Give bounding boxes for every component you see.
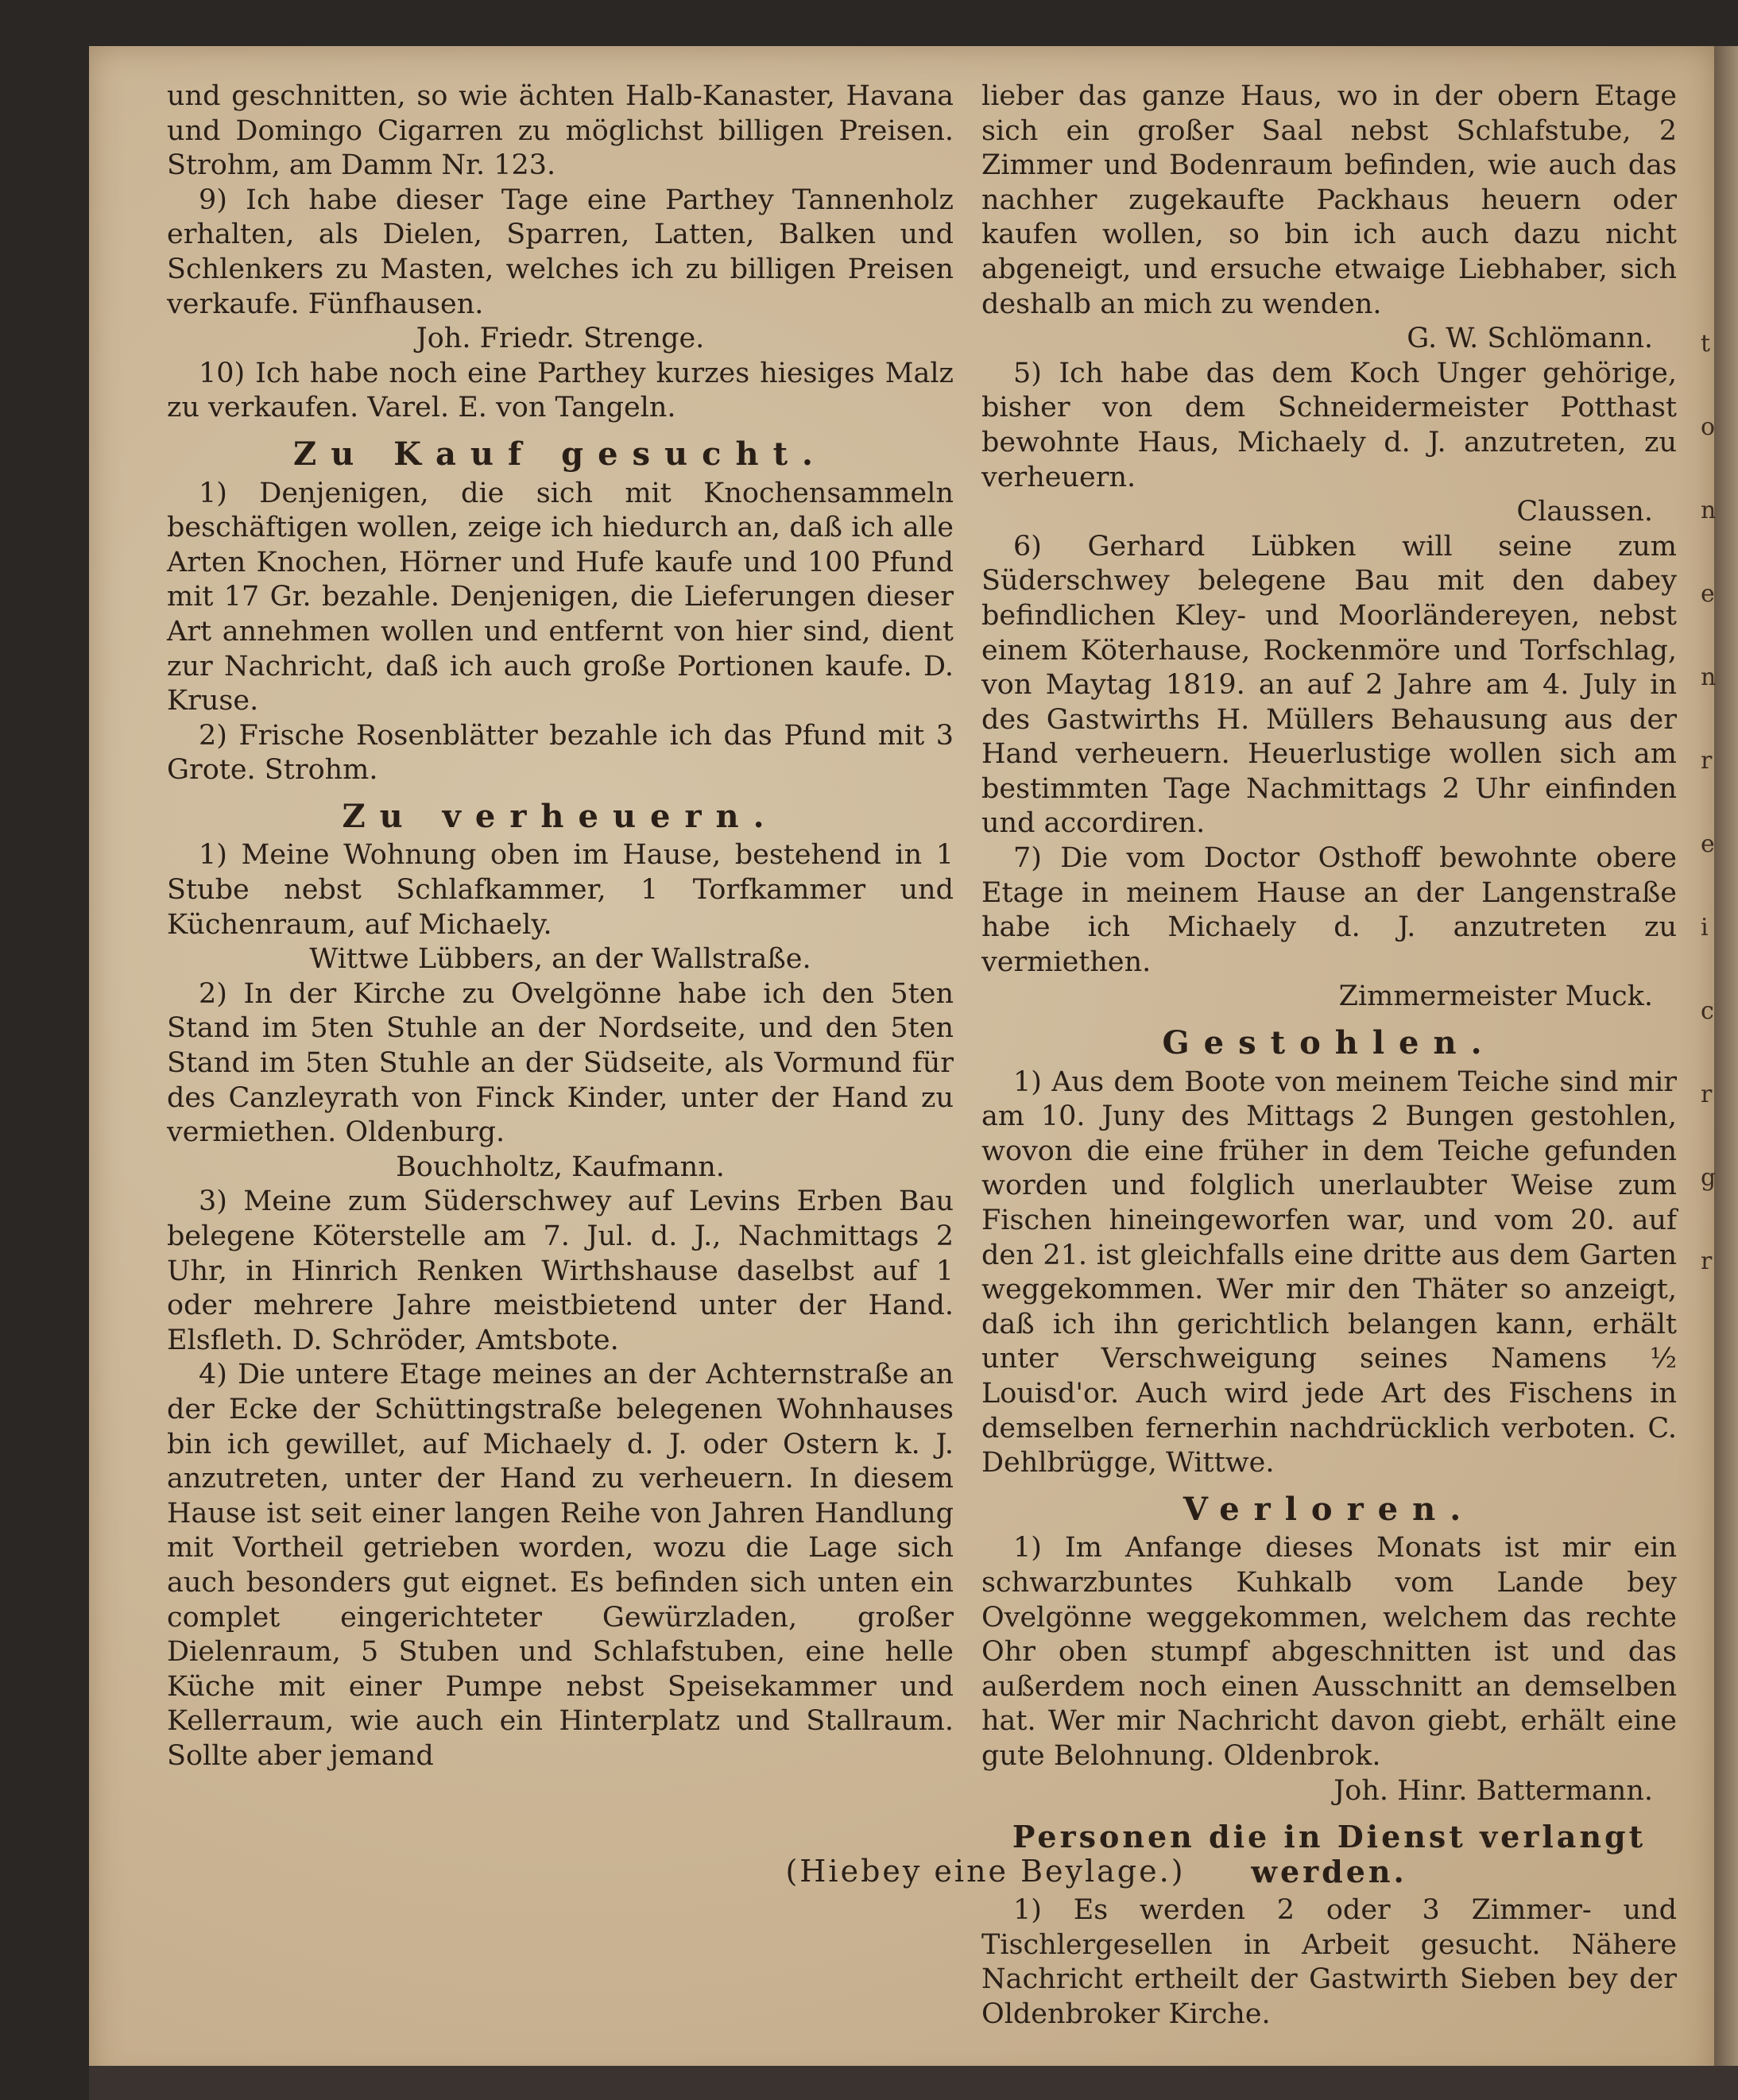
verheuern-3: 3) Meine zum Süderschwey auf Levins Erben Bau belegene Köterstelle am 7. Jul. d. J., Nachmittags 2 Uhr, in Hinrich Renken Wirthshause daselbst auf 1 oder mehrere Jahre meistbietend unter der Hand. Elsfleth. D. Schröder, Amtsbote.: [167, 1185, 954, 1356]
verheuern-4-signature: G. W. Schlömann.: [1407, 323, 1653, 355]
left-column: [167, 79, 954, 1774]
verheuern-7-signature: Zimmermeister Muck.: [1338, 980, 1653, 1013]
facing-page-margin-letters: [1701, 302, 1720, 1303]
margin-letter: i: [1701, 914, 1709, 942]
dienst-1: 1) Es werden 2 oder 3 Zimmer- und Tischlergesellen in Arbeit gesucht. Nähere Nachricht ertheilt der Gastwirth Sieben bey der Oldenbroker Kirche.: [981, 1894, 1677, 2031]
heading-gestohlen: Gestohlen.: [1162, 1024, 1496, 1062]
bottom-shadow: [89, 2066, 1738, 2100]
heading-zu-kauf-gesucht: Zu Kauf gesucht.: [293, 435, 827, 473]
verheuern-4: 4) Die untere Etage meines an der Achternstraße an der Ecke der Schüttingstraße belegenen Wohnhauses bin ich gewillet, auf Michaely d. J. oder Ostern k. J. anzutreten, unter der Hand zu verheuern. In diesem Hause ist seit einer langen Reihe von Jahren Handlung mit Vortheil getrieben worden, wozu die Lage sich auch besonders gut eignet. Es befinden sich unten ein complet eingerichteter Gewürzladen, großer Dielenraum, 5 Stuben und Schlafstuben, eine helle Küche mit einer Pumpe nebst Speisekammer und Kellerraum, wie auch ein Hinterplatz und Stallraum. Sollte aber jemand: [167, 1359, 954, 1772]
notice-9: 9) Ich habe dieser Tage eine Parthey Tannenholz erhalten, als Dielen, Sparren, Latten, Balken und Schlenkers zu Masten, welches ich zu billigen Preisen verkaufe. Fünfhausen.: [167, 184, 954, 320]
heading-zu-verheuern: Zu verheuern.: [342, 797, 779, 835]
notice-9-signature: Joh. Friedr. Strenge.: [416, 323, 705, 355]
right-column: [981, 79, 1677, 2032]
verheuern-5: 5) Ich habe das dem Koch Unger gehörige, bisher von dem Schneidermeister Potthast bewohnte Haus, Michaely d. J. anzutreten, zu verheuern.: [981, 357, 1677, 493]
verheuern-2-signature: Bouchholtz, Kaufmann.: [396, 1151, 725, 1183]
verloren-1: 1) Im Anfange dieses Monats ist mir ein schwarzbuntes Kuhkalb vom Lande bey Ovelgönne weggekommen, welchem das rechte Ohr oben stumpf abgeschnitten ist und das außerdem noch einen Ausschnitt an demselben hat. Wer mir Nachricht davon giebt, erhält eine gute Belohnung. Oldenbrok.: [981, 1532, 1677, 1772]
margin-letter: r: [1701, 747, 1713, 775]
margin-letter: n: [1701, 497, 1717, 524]
margin-letter: e: [1701, 830, 1715, 858]
gestohlen-1: 1) Aus dem Boote von meinem Teiche sind mir am 10. Juny des Mittags 2 Bungen gestohlen, wovon die eine früher in dem Teiche gefunden worden und folglich unerlaubter Weise zum Fischen hineingeworfen war, und vom 20. auf den 21. ist gleichfalls eine dritte aus dem Garten weggekommen. Wer mir den Thäter so anzeigt, daß ich ihn gerichtlich belangen kann, erhält unter Verschweigung seines Namens ½ Louisd'or. Auch wird jede Art des Fischens in demselben fernerhin nachdrücklich verboten. C. Dehlbrügge, Wittwe.: [981, 1065, 1677, 1479]
heading-verloren: Verloren.: [1183, 1490, 1476, 1528]
verheuern-2: 2) In der Kirche zu Ovelgönne habe ich den 5ten Stand im 5ten Stuhle an der Nordseite, und den 5ten Stand im 5ten Stuhle an der Südseite, als Vormund für des Canzleyrath von Finck Kinder, unter der Hand zu vermiethen. Oldenburg.: [167, 977, 954, 1149]
verheuern-1: 1) Meine Wohnung oben im Hause, bestehend in 1 Stube nebst Schlafkammer, 1 Torfkammer und Küchenraum, auf Michaely.: [167, 839, 954, 941]
margin-letter: r: [1701, 1081, 1713, 1108]
margin-letter: t: [1701, 330, 1711, 358]
intro-paragraph: und geschnitten, so wie ächten Halb-Kanaster, Havana und Domingo Cigarren zu möglichst billigen Preisen. Strohm, am Damm Nr. 123.: [167, 80, 954, 182]
notice-10: 10) Ich habe noch eine Parthey kurzes hiesiges Malz zu verkaufen. Varel. E. von Tangeln.: [167, 357, 954, 424]
verloren-1-signature: Joh. Hinr. Battermann.: [1333, 1774, 1653, 1807]
verheuern-5-signature: Claussen.: [1516, 496, 1653, 528]
margin-letter: o: [1701, 413, 1716, 441]
margin-letter: c: [1701, 997, 1714, 1025]
verheuern-1-signature: Wittwe Lübbers, an der Wallstraße.: [309, 943, 811, 976]
margin-letter: g: [1701, 1164, 1717, 1192]
footer-beylage: (Hiebey eine Beylage.): [785, 1854, 1186, 1889]
kauf-2: 2) Frische Rosenblätter bezahle ich das Pfund mit 3 Grote. Strohm.: [167, 719, 954, 787]
margin-letter: r: [1701, 1247, 1713, 1275]
heading-personen-dienst: Personen die in Dienst verlangt werden.: [1012, 1819, 1647, 1889]
margin-letter: e: [1701, 580, 1715, 608]
verheuern-7: 7) Die vom Doctor Osthoff bewohnte obere Etage in meinem Hause an der Langenstraße habe ich Michaely d. J. anzutreten zu vermiethen.: [981, 842, 1677, 978]
kauf-1: 1) Denjenigen, die sich mit Knochensammeln beschäftigen wollen, zeige ich hiedurch an, daß ich alle Arten Knochen, Hörner und Hufe kaufe und 100 Pfund mit 17 Gr. bezahle. Denjenigen, die Lieferungen dieser Art annehmen wollen und entfernt von hier sind, dient zur Nachricht, daß ich auch große Portionen kaufe. D. Kruse.: [167, 477, 954, 717]
verheuern-4-continued: lieber das ganze Haus, wo in der obern Etage sich ein großer Saal nebst Schlafstube, 2 Zimmer und Bodenraum befinden, wie auch das nachher zugekaufte Packhaus heuern oder kaufen wollen, so bin ich auch dazu nicht abgeneigt, und ersuche etwaige Liebhaber, sich deshalb an mich zu wenden.: [981, 80, 1677, 320]
verheuern-6: 6) Gerhard Lübken will seine zum Süderschwey belegene Bau mit den dabey befindlichen Kley- und Moorländereyen, nebst einem Köterhause, Rockenmöre und Torfschlag, von Maytag 1819. an auf 2 Jahre am 4. July in des Gastwirths H. Müllers Behausung aus der Hand verheuern. Heuerlustige wollen sich am bestimmten Tage Nachmittags 2 Uhr einfinden und accordiren.: [981, 530, 1677, 840]
margin-letter: n: [1701, 663, 1717, 691]
